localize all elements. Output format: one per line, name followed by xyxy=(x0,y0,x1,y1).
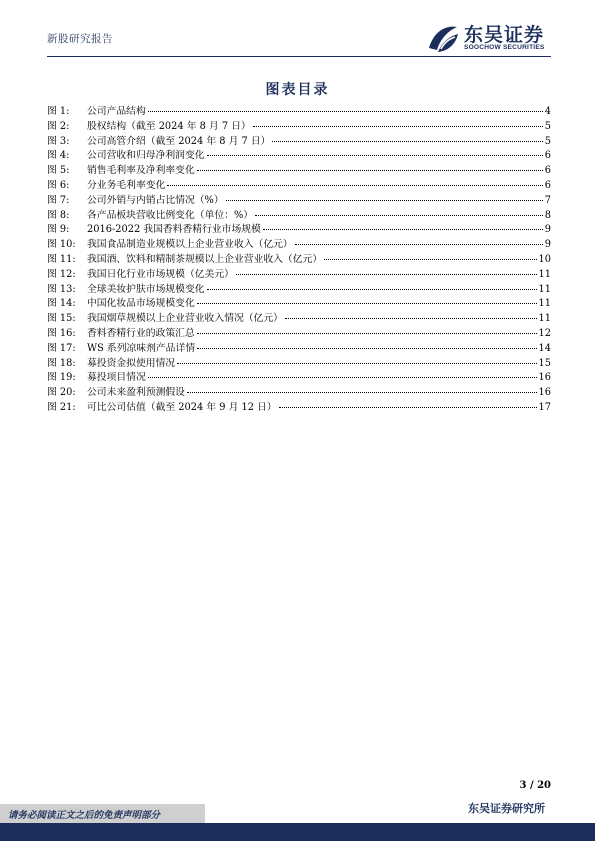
toc-entry-page: 11 xyxy=(538,283,551,295)
toc-entry-page: 16 xyxy=(538,387,551,399)
soochow-logo-icon xyxy=(426,21,460,55)
toc-dot-leader xyxy=(285,308,537,319)
toc-entry-label: 图 20: xyxy=(47,387,76,399)
toc-entry-label: 图 17: xyxy=(47,342,76,354)
toc-entry-title: 我国食品制造业规模以上企业营业收入（亿元） xyxy=(87,239,293,251)
toc-entry-page: 12 xyxy=(538,327,551,339)
toc-entry-label: 图 10: xyxy=(47,239,76,251)
toc-entry-title: 中国化妆品市场规模变化 xyxy=(87,298,195,310)
page-number: 3 / 20 xyxy=(519,780,551,791)
toc-entry-title: 公司未来盈利预测假设 xyxy=(87,387,185,399)
toc-entry-page: 5 xyxy=(544,120,551,132)
toc-entry-page: 11 xyxy=(538,313,551,325)
toc-entry-title: 香料香精行业的政策汇总 xyxy=(87,327,195,339)
toc-entry-label: 图 6: xyxy=(47,179,70,191)
toc-entry-label: 图 7: xyxy=(47,194,70,206)
toc-dot-leader xyxy=(148,367,537,378)
toc-entry-label: 图 4: xyxy=(47,150,70,162)
toc-entry-page: 14 xyxy=(538,342,551,354)
toc-entry-label: 图 9: xyxy=(47,224,70,236)
toc-dot-leader xyxy=(197,323,537,334)
institute-name: 东吴证券研究所 xyxy=(468,802,545,815)
toc-dot-leader xyxy=(207,279,537,290)
toc-dot-leader xyxy=(272,131,542,142)
toc-entry-title: 公司产品结构 xyxy=(87,106,146,117)
toc-dot-leader xyxy=(197,160,543,171)
toc-entry-page: 5 xyxy=(544,135,551,147)
toc-entry[interactable] xyxy=(47,399,551,414)
toc-title: 图表目录 xyxy=(265,82,330,98)
toc-dot-leader xyxy=(279,397,537,408)
toc-entry-label: 图 14: xyxy=(47,298,76,310)
toc-entry-label: 图 19: xyxy=(47,372,76,384)
toc-entry-label: 图 18: xyxy=(47,357,76,369)
toc-dot-leader xyxy=(236,264,537,275)
toc-dot-leader xyxy=(295,234,543,245)
toc-entry-page: 16 xyxy=(538,372,551,384)
toc-dot-leader xyxy=(197,338,536,349)
toc-dot-leader xyxy=(197,293,537,304)
toc-entry-label: 图 5: xyxy=(47,165,70,177)
toc-entry-page: 17 xyxy=(538,401,551,413)
logo-chinese-name: 东吴证券 xyxy=(464,24,545,46)
toc-entry-label: 图 12: xyxy=(47,268,76,280)
toc-entry-label: 图 16: xyxy=(47,327,76,339)
toc-entry-page: 6 xyxy=(544,165,551,177)
toc-entry-title: 公司营收和归母净利润变化 xyxy=(87,150,205,162)
figure-list xyxy=(47,103,551,414)
toc-entry-page: 9 xyxy=(544,224,551,236)
toc-dot-leader xyxy=(255,205,543,216)
toc-entry-title: 募投项目情况 xyxy=(87,372,146,384)
toc-entry-title: 2016-2022 我国香料香精行业市场规模 xyxy=(87,224,261,236)
toc-dot-leader xyxy=(148,101,543,112)
toc-entry-page: 6 xyxy=(544,150,551,162)
toc-dot-leader xyxy=(207,145,543,156)
toc-entry-title: 全球美妆护肤市场规模变化 xyxy=(87,283,205,295)
toc-entry-label: 图 3: xyxy=(47,135,70,147)
toc-dot-leader xyxy=(177,353,536,364)
toc-entry-page: 15 xyxy=(538,357,551,369)
toc-dot-leader xyxy=(226,190,543,201)
toc-entry-label: 图 13: xyxy=(47,283,76,295)
toc-entry-title: 我国烟草规模以上企业营业收入情况（亿元） xyxy=(87,313,283,325)
toc-entry-title: 我国酒、饮料和精制茶规模以上企业营业收入（亿元） xyxy=(87,253,323,265)
toc-entry-title: 股权结构（截至 2024 年 8 月 7 日） xyxy=(87,120,251,132)
toc-dot-leader xyxy=(324,249,536,260)
toc-entry-label: 图 1: xyxy=(47,106,70,117)
toc-entry-title: 我国日化行业市场规模（亿美元） xyxy=(87,268,234,280)
toc-entry-title: 各产品板块营收比例变化（单位：%） xyxy=(87,209,254,221)
toc-entry-title: 销售毛利率及净利率变化 xyxy=(87,165,195,177)
toc-entry-page: 11 xyxy=(538,298,551,310)
toc-dot-leader xyxy=(167,175,542,186)
toc-entry-title: 公司外销与内销占比情况（%） xyxy=(87,194,224,206)
toc-entry-page: 9 xyxy=(544,239,551,251)
toc-entry-label: 图 11: xyxy=(47,253,76,265)
toc-entry-page: 10 xyxy=(538,253,551,265)
toc-dot-leader xyxy=(253,116,543,127)
toc-entry-title: WS 系列凉味剂产品详情 xyxy=(87,342,196,354)
toc-dot-leader xyxy=(263,219,543,230)
disclaimer-note: 请务必阅读正文之后的免责声明部分 xyxy=(8,810,161,821)
toc-entry-title: 募投资金拟使用情况 xyxy=(87,357,176,369)
company-logo xyxy=(426,20,556,56)
toc-entry-label: 图 21: xyxy=(47,401,76,413)
footer-band xyxy=(0,823,595,841)
toc-entry-page: 8 xyxy=(544,209,551,221)
toc-entry-label: 图 15: xyxy=(47,313,76,325)
toc-entry-page: 7 xyxy=(544,194,551,206)
toc-dot-leader xyxy=(187,382,537,393)
toc-entry-label: 图 8: xyxy=(47,209,70,221)
toc-entry-label: 图 2: xyxy=(47,120,70,132)
toc-entry-page: 11 xyxy=(538,268,551,280)
logo-english-name: SOOCHOW SECURITIES xyxy=(464,44,545,51)
toc-entry-page: 4 xyxy=(544,106,551,117)
toc-entry-title: 公司高管介绍（截至 2024 年 8 月 7 日） xyxy=(87,135,271,147)
header-divider xyxy=(47,56,551,57)
toc-entry-title: 分业务毛利率变化 xyxy=(87,179,166,191)
report-type-label: 新股研究报告 xyxy=(47,33,113,45)
toc-entry-title: 可比公司估值（截至 2024 年 9 月 12 日） xyxy=(87,401,277,413)
toc-entry-page: 6 xyxy=(544,179,551,191)
